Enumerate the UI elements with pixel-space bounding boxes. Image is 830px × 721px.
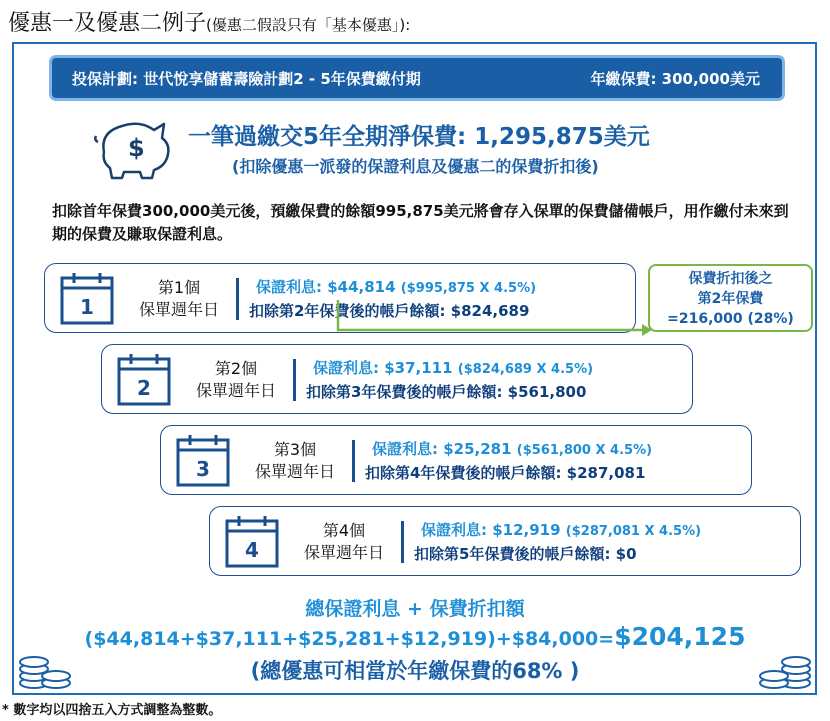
interest-amount: 保證利息: $25,281 (372, 440, 512, 458)
net-premium-note: (扣除優惠一派發的保證利息及優惠二的保費折扣後) (232, 157, 599, 176)
total-result: $204,125 (614, 622, 746, 651)
title-main: 優惠一及優惠二例子 (8, 11, 207, 36)
anniversary-label-bottom: 保單週年日 (195, 381, 276, 400)
coin-stack-icon (16, 643, 74, 691)
total-formula-text: ($44,814+$37,111+$25,281+$12,919)+$84,000= (84, 628, 615, 650)
anniversary-label-top: 第1個 (157, 278, 201, 297)
calendar-icon (116, 351, 172, 407)
interest-amount: 保證利息: $12,919 (421, 521, 561, 539)
total-heading: 總保證利息 + 保費折扣額 (305, 598, 525, 620)
row-separator (293, 359, 296, 401)
anniversary-row (209, 506, 801, 576)
anniversary-label-top: 第4個 (322, 521, 366, 540)
account-balance: 扣除第2年保費後的帳戶餘額: $824,689 (249, 302, 530, 320)
row-separator (401, 521, 404, 563)
anniversary-label-bottom: 保單週年日 (254, 462, 335, 481)
calendar-icon (175, 432, 231, 488)
discount-callout (648, 264, 813, 332)
calendar-icon (59, 270, 115, 326)
row-separator (236, 278, 239, 320)
discount-line2: 第2年保費 (697, 291, 764, 307)
svg-text:$: $ (128, 134, 145, 162)
total-formula (0, 622, 830, 651)
calendar-number: 4 (245, 538, 259, 562)
anniversary-row (160, 425, 752, 495)
calendar-number: 3 (196, 457, 210, 481)
calendar-number: 1 (80, 295, 94, 319)
plan-banner (52, 58, 782, 98)
plan-premium: 年繳保費: 300,000美元 (590, 70, 760, 88)
title-sub: (優惠二假設只有「基本優惠」): (206, 16, 411, 34)
total-note: (總優惠可相當於年繳保費的68% ) (250, 659, 580, 683)
anniversary-label (245, 439, 345, 483)
discount-connector (330, 300, 660, 340)
interest-calc: ($995,875 X 4.5%) (400, 281, 537, 296)
account-balance: 扣除第4年保費後的帳戶餘額: $287,081 (365, 464, 646, 482)
discount-line1: 保費折扣後之 (688, 271, 773, 287)
account-balance: 扣除第3年保費後的帳戶餘額: $561,800 (306, 383, 587, 401)
interest-calc: ($561,800 X 4.5%) (516, 443, 653, 458)
footnote: * 數字均以四捨五入方式調整為整數。 (2, 703, 222, 718)
net-premium-headline: 一筆過繳交5年全期淨保費: 1,295,875美元 (188, 124, 650, 150)
coin-stack-icon (756, 643, 814, 691)
plan-name: 投保計劃: 世代悅享儲蓄壽險計劃2 - 5年保費繳付期 (72, 70, 421, 88)
anniversary-label-bottom: 保單週年日 (138, 300, 219, 319)
description-text: 扣除首年保費300,000美元後，預繳保費的餘額995,875美元將會存入保單的保費儲備帳戶，用作繳付未來到期的保費及賺取保證利息。 (52, 202, 789, 243)
interest-calc: ($824,689 X 4.5%) (457, 362, 594, 377)
anniversary-label (294, 520, 394, 564)
interest-calc: ($287,081 X 4.5%) (565, 524, 702, 539)
row-separator (352, 440, 355, 482)
interest-amount: 保證利息: $37,111 (313, 359, 453, 377)
piggy-bank-dollar-icon (94, 112, 174, 180)
calendar-number: 2 (137, 376, 151, 400)
discount-line3: =216,000 (28%) (667, 311, 794, 327)
calendar-icon (224, 513, 280, 569)
account-balance: 扣除第5年保費後的帳戶餘額: $0 (414, 545, 637, 563)
guaranteed-interest (256, 276, 536, 297)
anniversary-label-top: 第3個 (273, 440, 317, 459)
guaranteed-interest (421, 519, 701, 540)
anniversary-label (186, 358, 286, 402)
guaranteed-interest (372, 438, 652, 459)
guaranteed-interest (313, 357, 593, 378)
anniversary-row (101, 344, 693, 414)
anniversary-label-bottom: 保單週年日 (303, 543, 384, 562)
page-title (8, 6, 410, 37)
interest-amount: 保證利息: $44,814 (256, 278, 396, 296)
anniversary-label (129, 277, 229, 321)
anniversary-label-top: 第2個 (214, 359, 258, 378)
